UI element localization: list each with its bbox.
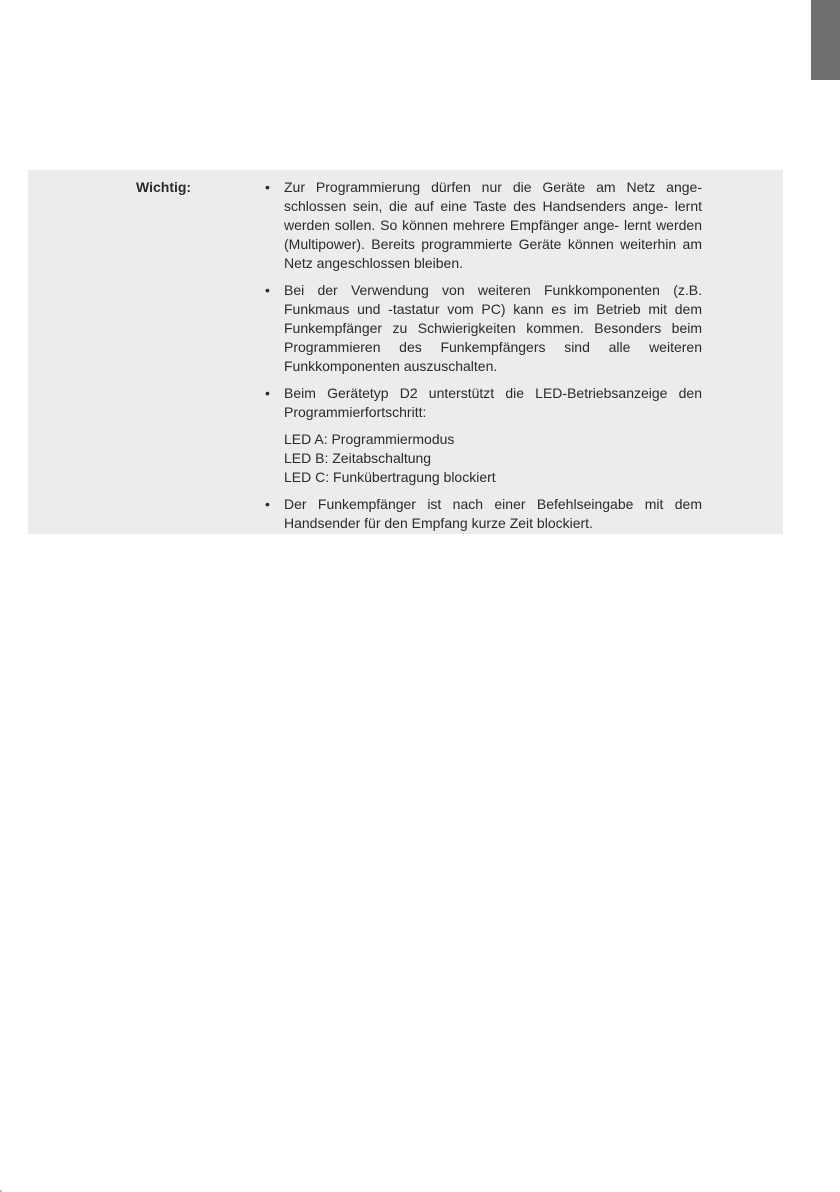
bullet-marker: • — [265, 179, 270, 195]
notice-item — [265, 281, 702, 376]
language-tab-marker — [811, 0, 840, 80]
notice-list — [265, 178, 702, 541]
notice-item-text: Bei der Verwendung von weiteren Funkkomponenten (z.B. Funkmaus und -tastatur vom PC) kann es im Betrieb mit dem Funkempfänger zu Schwierigkeiten kommen. Besonders beim Programmieren des Funkempfängers sind alle weiteren Funkkomponenten auszuschalten. — [284, 282, 702, 374]
led-status-line: LED B: Zeitabschaltung — [284, 450, 432, 466]
notice-item — [265, 178, 702, 273]
led-status-line: LED A: Programmiermodus — [284, 431, 455, 447]
notice-label: Wichtig: — [136, 179, 192, 195]
important-notice-box — [28, 170, 783, 534]
bullet-marker: • — [265, 496, 270, 512]
led-status-list — [284, 430, 702, 487]
bullet-marker: • — [265, 282, 270, 298]
notice-item-text: Zur Programmierung dürfen nur die Geräte am Netz ange- schlossen sein, die auf eine Taste des Handsenders ange- lernt werden sollen. So können mehrere Empfänger ange- lernt werden (Multipower). Bereits programmierte Geräte können weiterhin am Netz angeschlossen bleiben. — [284, 179, 702, 271]
notice-item-text: Beim Gerätetyp D2 unterstützt die LED-Betriebsanzeige den Programmierfortschritt: — [284, 385, 702, 420]
led-status-line: LED C: Funkübertragung blockiert — [284, 469, 496, 485]
notice-item — [265, 495, 702, 533]
bullet-marker: • — [265, 385, 270, 401]
notice-item — [265, 384, 702, 487]
notice-item-text: Der Funkempfänger ist nach einer Befehlseingabe mit dem Handsender für den Empfang kurze Zeit blockiert. — [284, 496, 702, 531]
